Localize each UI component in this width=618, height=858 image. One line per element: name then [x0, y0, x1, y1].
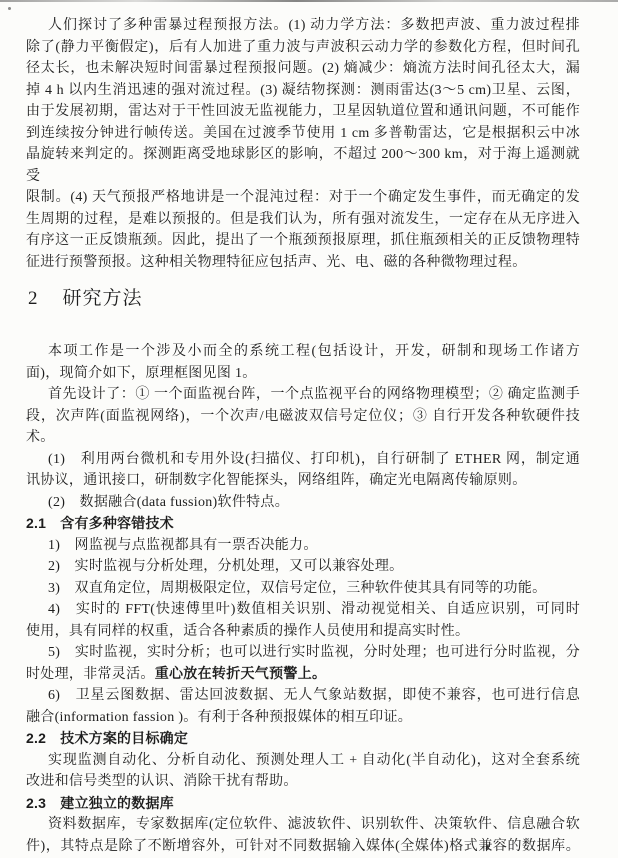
subsection-heading-2-2: 2.2 技术方案的目标确定: [26, 730, 189, 746]
text-line: 术。: [26, 430, 55, 445]
text-line: 晶旋转来判定的。探测距离受地球影区的影响，不超过 200～300 km，对于海上遥测就受: [26, 147, 580, 184]
text-line: 使用，具有同样的权重，适合各种素质的操作人员使用和提高实时性。: [26, 623, 470, 639]
text-line: 除了(静力平衡假定)，后有人加进了重力波与声波积云动力学的参数化方程，但时间孔: [26, 39, 580, 55]
text-line: 讯协议，通讯接口，研制数字化智能探头，网络组阵，确定光电隔离传输原则。: [26, 473, 527, 488]
text-line: 人们探讨了多种雷暴过程预报方法。(1) 动力学方法：多数把声波、重力波过程排: [48, 18, 580, 33]
text-line: 5) 实时监视，实时分析；也可以进行实时监视，分时处理；也可进行分时监视，分: [48, 645, 580, 660]
text-line: 6) 卫星云图数据、雷达回波数据、无人气象站数据，即使不兼容，也可进行信息: [48, 688, 580, 703]
text-line: 1) 网监视与点监视都具有一票否决能力。: [48, 537, 318, 553]
text-line: 2) 实时监视与分析处理，分机处理，又可以兼容处理。: [48, 559, 404, 574]
text-line: 4) 实时的 FFT(快速傅里叶)数值相关识别、滑动视觉相关、自适应识别，可同时: [48, 602, 580, 617]
text-line: 面)，现简介如下，原理框图见图 1。: [26, 365, 257, 381]
scan-artifact-top-left-speck: [8, 7, 11, 10]
methods-paragraph-area: [26, 341, 580, 857]
text-line: 融合(information fassion )。有利于各种预报媒体的相互印证。: [26, 709, 413, 725]
intro-paragraph-area: [26, 15, 580, 273]
text-line: 改进和信号类型的认识、消除干扰有帮助。: [26, 774, 298, 789]
text-line: 生周期的过程，是难以预报的。但是我们认为，所有强对流发生，一定存在从无序进入: [26, 211, 580, 227]
text-line: [26, 664, 580, 686]
text-line: 到连续按分钟进行帧传送。美国在过渡季节使用 1 cm 多普勒雷达，它是根据积云中冰: [26, 125, 580, 141]
text-column: [26, 15, 580, 857]
text-line: 3) 双直角定位，周期极限定位，双信号定位，三种软件使其具有同等的功能。: [48, 580, 547, 596]
text-line: 掉 4 h 以内生消迅速的强对流过程。(3) 凝结物探测：测雨雷达(3～5 cm)卫星、云图，: [26, 82, 580, 98]
scan-artifact-top-streak: [0, 0, 618, 2]
emphasis-text: 重心放在转折天气预警上。: [154, 666, 327, 682]
text-line: 首先设计了：① 一个面监视台阵，一个点监视平台的网络物理模型；② 确定监测手: [48, 387, 580, 402]
subsection-heading-2-3: 2.3 建立独立的数据库: [26, 794, 174, 811]
section-heading: [28, 286, 580, 312]
text-line: 由于发展初期，雷达对于干性回波无监视能力，卫星因轨道位置和通讯问题，不可能作: [26, 104, 580, 119]
text-line: 径太长，也未解决短时间雷暴过程预报问题。(2) 熵减少：熵流方法时间孔径太大，漏: [26, 61, 580, 76]
text-segment: 时处理，非常灵活。: [26, 666, 155, 682]
text-line: 有序这一正反馈瓶颈。因此，提出了一个瓶颈预报原理，抓住瓶颈相关的正反馈物理特: [26, 233, 580, 248]
text-line: 征进行预警预报。这种相关物理特征应包括声、光、电、磁的各种微物理过程。: [26, 254, 527, 270]
text-line: 限制。(4) 天气预报严格地讲是一个混沌过程：对于一个确定发生事件，而无确定的发: [26, 190, 580, 205]
section-title: 研究方法: [62, 288, 143, 309]
text-line: 段，次声阵(面监视网络)，一个次声/电磁波双信号定位仪；③ 自行开发各种软硬件技: [26, 408, 580, 424]
text-line: 件)，其特点是除了不断增容外，可针对不同数据输入媒体(全媒体)格式兼容的数据库。: [26, 838, 580, 854]
text-line: 本项工作是一个涉及小而全的系统工程(包括设计，开发，研制和现场工作诸方: [48, 344, 580, 359]
text-line: (1) 利用两台微机和专用外设(扫描仪、打印机)，自行研制了 ETHER 网，制定通: [48, 451, 580, 467]
text-line: 资料数据库，专家数据库(定位软件、滤波软件、识别软件、决策软件、信息融合软: [48, 817, 580, 832]
subsection-heading-2-1: 2.1 含有多种容错技术: [26, 515, 174, 531]
section-number: 2: [28, 288, 39, 309]
text-line: (2) 数据融合(data fussion)软件特点。: [48, 494, 290, 510]
text-line: 实现监测自动化、分析自动化、预测处理人工 + 自动化(半自动化)，这对全套系统: [48, 752, 580, 768]
